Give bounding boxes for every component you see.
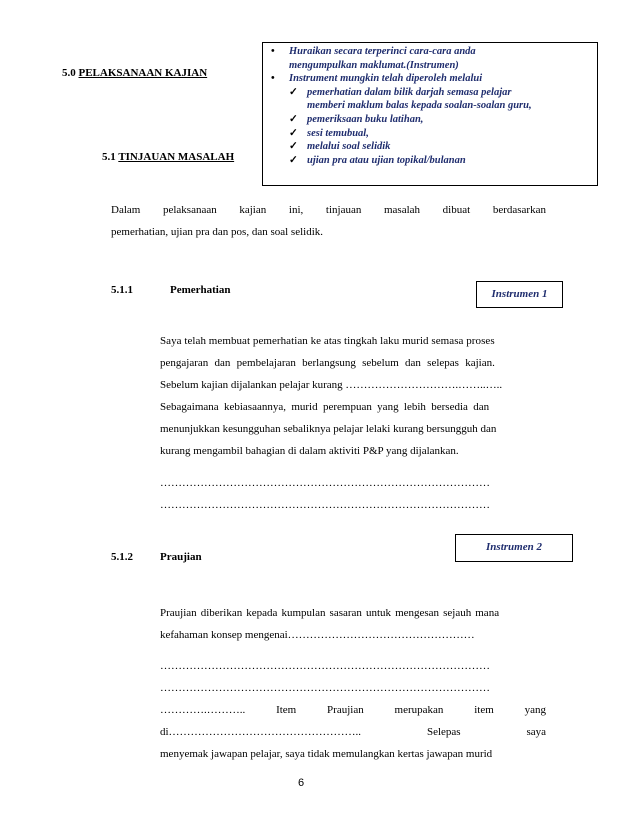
bullet-icon: • bbox=[271, 46, 275, 57]
pretest-blanks bbox=[160, 655, 546, 765]
note-check-item: ✓ pemerhatian dalam bilik darjah semasa pelajar memberi maklum balas kepada soalan-soalan guru, bbox=[289, 86, 532, 112]
note-check-item: ✓ sesi temubual, bbox=[289, 127, 369, 139]
paragraph-line: Praujian diberikan kepada kumpulan sasaran untuk mengesan sejauh mana bbox=[160, 607, 500, 619]
note-check-item: ✓ pemeriksaan buku latihan, bbox=[289, 113, 424, 125]
dotted-line: ……………………………………………………………………………… bbox=[160, 499, 490, 511]
paragraph-line: pengajaran dan pembelajaran berlangsung sebelum dan selepas kajian. bbox=[160, 357, 495, 369]
section-heading bbox=[62, 67, 207, 79]
checkmark-icon: ✓ bbox=[289, 154, 298, 166]
subsection-title: TINJAUAN MASALAH bbox=[118, 151, 235, 163]
subsection-number: 5.1 bbox=[102, 151, 116, 163]
pretest-paragraph bbox=[160, 602, 546, 646]
dotted-line: ……………………………………………………………………………… bbox=[160, 682, 490, 694]
paragraph-line: ………….……….. Item Praujian merupakan item yang bbox=[160, 704, 546, 716]
intro-paragraph bbox=[111, 199, 546, 243]
blank-lines bbox=[160, 472, 546, 516]
paragraph-line: Sebelum kajian dijalankan pelajar kurang ………………………….……..….. bbox=[160, 379, 503, 391]
intro-line-2: pemerhatian, ujian pra dan pos, dan soal selidik. bbox=[111, 226, 323, 238]
instruction-note-box bbox=[262, 42, 598, 186]
dotted-line: ……………………………………………………………………………… bbox=[160, 660, 490, 672]
paragraph-line: Saya telah membuat pemerhatian ke atas tingkah laku murid semasa proses bbox=[160, 335, 495, 347]
checkmark-icon: ✓ bbox=[289, 141, 298, 153]
section-title: PELAKSANAAN KAJIAN bbox=[78, 67, 208, 79]
note-bullet: • Huraikan secara terperinci cara-cara anda mengumpulkan maklumat.(Instrumen) bbox=[271, 46, 476, 71]
observation-paragraph bbox=[160, 330, 546, 462]
paragraph-line: menyemak jawapan pelajar, saya tidak memulangkan kertas jawapan murid bbox=[160, 748, 493, 760]
subsubsection-title: Praujian bbox=[160, 551, 202, 563]
instrument-badge: Instrumen 2 bbox=[455, 534, 573, 562]
note-bullet: • Instrument mungkin telah diperoleh melalui bbox=[271, 73, 483, 85]
intro-line-1: Dalam pelaksanaan kajian ini, tinjauan masalah dibuat berdasarkan bbox=[111, 204, 546, 216]
page-number: 6 bbox=[298, 777, 305, 789]
checkmark-icon: ✓ bbox=[289, 113, 298, 125]
checkmark-icon: ✓ bbox=[289, 86, 298, 98]
subsubsection-number: 5.1.1 bbox=[111, 284, 133, 296]
paragraph-line: kefahaman konsep mengenai…………………………………………… bbox=[160, 629, 475, 641]
note-check-item: ✓ ujian pra atau ujian topikal/bulanan bbox=[289, 154, 466, 166]
note-check-item: ✓ melalui soal selidik bbox=[289, 141, 391, 153]
section-number: 5.0 bbox=[62, 67, 76, 79]
paragraph-line: kurang mengambil bahagian di dalam aktiviti P&P yang dijalankan. bbox=[160, 445, 459, 457]
bullet-icon: • bbox=[271, 73, 275, 85]
subsubsection-number: 5.1.2 bbox=[111, 551, 133, 563]
subsection-heading bbox=[102, 151, 234, 163]
checkmark-icon: ✓ bbox=[289, 127, 298, 139]
instrument-badge: Instrumen 1 bbox=[476, 281, 563, 308]
subsubsection-title: Pemerhatian bbox=[170, 284, 231, 296]
dotted-line: ……………………………………………………………………………… bbox=[160, 477, 490, 489]
paragraph-line: menunjukkan kesungguhan sebaliknya pelajar lelaki kurang bersungguh dan bbox=[160, 423, 497, 435]
paragraph-line: Sebagaimana kebiasaannya, murid perempuan yang lebih bersedia dan bbox=[160, 401, 490, 413]
paragraph-line: di…………………………………………….. Selepas saya bbox=[160, 726, 546, 738]
